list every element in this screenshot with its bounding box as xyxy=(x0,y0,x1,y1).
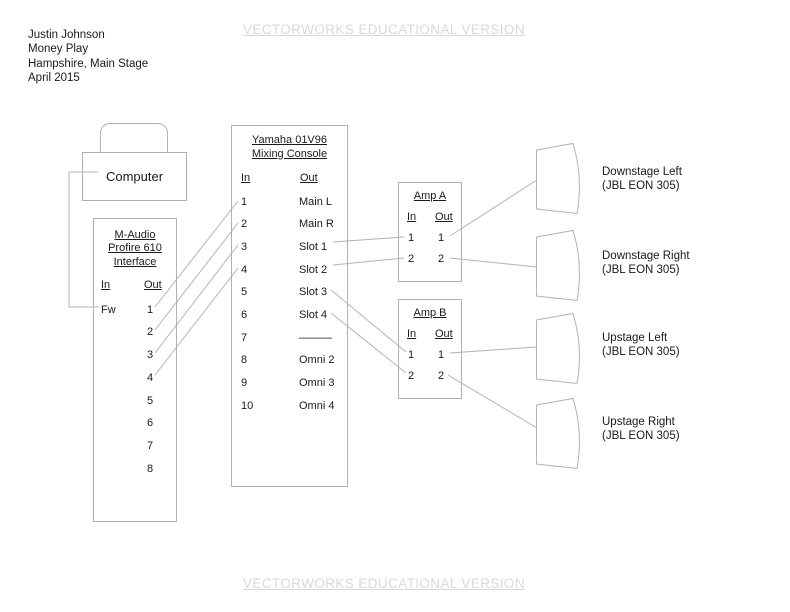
console-in-port: 4 xyxy=(241,263,248,276)
amp-in-port: 2 xyxy=(407,253,415,265)
amp-b-out-header: Out xyxy=(435,328,453,340)
computer-box xyxy=(82,152,187,201)
console-out-port: Slot 4 xyxy=(299,308,328,321)
amp-b-row xyxy=(399,370,461,382)
amp-b-box xyxy=(398,299,462,399)
amp-out-port: 2 xyxy=(437,370,445,382)
amp-out-port: 1 xyxy=(437,232,445,244)
amp-a-in-header: In xyxy=(407,211,417,223)
speaker-shape-downstage-right xyxy=(537,231,580,301)
amp-a-row xyxy=(399,253,461,265)
console-in-port: 5 xyxy=(241,286,248,299)
audio-interface-out-port: 6 xyxy=(146,417,154,430)
mixing-console-out-header: Out xyxy=(300,172,318,184)
audio-interface-title-line: Profire 610 xyxy=(108,242,162,255)
audio-interface-box xyxy=(93,218,177,522)
console-row xyxy=(232,264,347,277)
line-ampB-out1-upstage-left xyxy=(450,347,537,353)
console-in-port: 9 xyxy=(241,376,248,389)
title-block-show: Money Play xyxy=(28,43,89,56)
speaker-model: (JBL EON 305) xyxy=(602,430,680,442)
amp-a-box xyxy=(398,182,462,282)
mixing-console-title xyxy=(232,134,347,161)
console-out-port: Slot 2 xyxy=(299,263,328,276)
console-in-port: 10 xyxy=(241,399,254,412)
title-block-name: Justin Johnson xyxy=(28,29,105,41)
speaker-position: Upstage Right xyxy=(602,416,675,428)
speaker-model: (JBL EON 305) xyxy=(602,180,680,192)
speaker-label-upstage-left xyxy=(602,331,680,359)
console-out-port: Omni 3 xyxy=(299,376,335,389)
amp-b-row xyxy=(399,349,461,361)
console-row xyxy=(232,218,347,231)
mixing-console-title-line: Yamaha 01V96 xyxy=(251,134,328,146)
mixing-console-box xyxy=(231,125,348,487)
console-row xyxy=(232,377,347,390)
audio-interface-out-port: 7 xyxy=(146,439,154,452)
console-in-port: 1 xyxy=(241,195,248,208)
audio-interface-out-port: 8 xyxy=(146,462,154,475)
amp-out-port: 1 xyxy=(437,349,445,361)
amp-b-title: Amp B xyxy=(413,307,447,319)
watermark-top: VECTORWORKS EDUCATIONAL VERSION xyxy=(243,22,525,37)
console-row xyxy=(232,286,347,299)
computer-label: Computer xyxy=(105,169,164,184)
mixing-console-title-line: Mixing Console xyxy=(251,147,328,160)
console-out-port-blank: ——— xyxy=(299,331,332,344)
console-out-port: Slot 3 xyxy=(299,286,328,299)
console-out-port: Slot 1 xyxy=(299,240,328,253)
amp-b-in-header: In xyxy=(407,328,417,340)
speaker-label-downstage-left xyxy=(602,165,682,193)
line-ampA-out1-downstage-left xyxy=(450,180,537,236)
console-out-port: Omni 2 xyxy=(299,354,335,367)
console-in-port: 6 xyxy=(241,308,248,321)
amp-in-port: 2 xyxy=(407,370,415,382)
title-block-venue: Hampshire, Main Stage xyxy=(28,57,149,70)
title-block xyxy=(28,28,148,85)
amp-out-port: 2 xyxy=(437,253,445,265)
console-row xyxy=(232,354,347,367)
speaker-shape-upstage-left xyxy=(537,314,580,384)
audio-interface-out-header: Out xyxy=(144,279,162,291)
audio-interface-in-header: In xyxy=(101,279,111,291)
speaker-position: Downstage Left xyxy=(602,166,682,178)
audio-interface-title-line: Interface xyxy=(113,255,157,268)
console-in-port: 8 xyxy=(241,354,248,367)
amp-a-out-header: Out xyxy=(435,211,453,223)
console-out-port: Main L xyxy=(299,195,333,208)
console-row xyxy=(232,400,347,413)
audio-interface-out-port: 3 xyxy=(146,349,154,362)
audio-interface-out-port: 4 xyxy=(146,371,154,384)
console-row xyxy=(232,196,347,209)
audio-interface-out-port: 1 xyxy=(146,303,154,316)
amp-in-port: 1 xyxy=(407,232,415,244)
console-out-port: Main R xyxy=(299,218,334,231)
mixing-console-in-header: In xyxy=(241,172,251,184)
console-in-port: 7 xyxy=(241,331,248,344)
audio-interface-out-port: 5 xyxy=(146,394,154,407)
speaker-model: (JBL EON 305) xyxy=(602,346,680,358)
speaker-position: Upstage Left xyxy=(602,332,668,344)
amp-in-port: 1 xyxy=(407,349,415,361)
watermark-bottom: VECTORWORKS EDUCATIONAL VERSION xyxy=(243,576,525,591)
console-row xyxy=(232,332,347,345)
speaker-shape-upstage-right xyxy=(537,399,580,469)
audio-interface-title-line: M-Audio xyxy=(114,229,156,241)
speaker-model: (JBL EON 305) xyxy=(602,264,680,276)
audio-interface-fw-port: Fw xyxy=(101,304,116,316)
speaker-label-upstage-right xyxy=(602,415,680,443)
amp-a-row xyxy=(399,232,461,244)
audio-interface-title xyxy=(94,229,176,269)
speaker-position: Downstage Right xyxy=(602,250,690,262)
speaker-shape-downstage-left xyxy=(537,144,580,214)
audio-interface-out-port: 2 xyxy=(146,326,154,339)
amp-a-title: Amp A xyxy=(413,190,447,202)
console-row xyxy=(232,241,347,254)
console-in-port: 2 xyxy=(241,218,248,231)
console-row xyxy=(232,309,347,322)
title-block-date: April 2015 xyxy=(28,71,80,84)
console-out-port: Omni 4 xyxy=(299,399,335,412)
speaker-label-downstage-right xyxy=(602,249,690,277)
line-ampA-out2-downstage-right xyxy=(450,258,537,267)
console-in-port: 3 xyxy=(241,240,248,253)
